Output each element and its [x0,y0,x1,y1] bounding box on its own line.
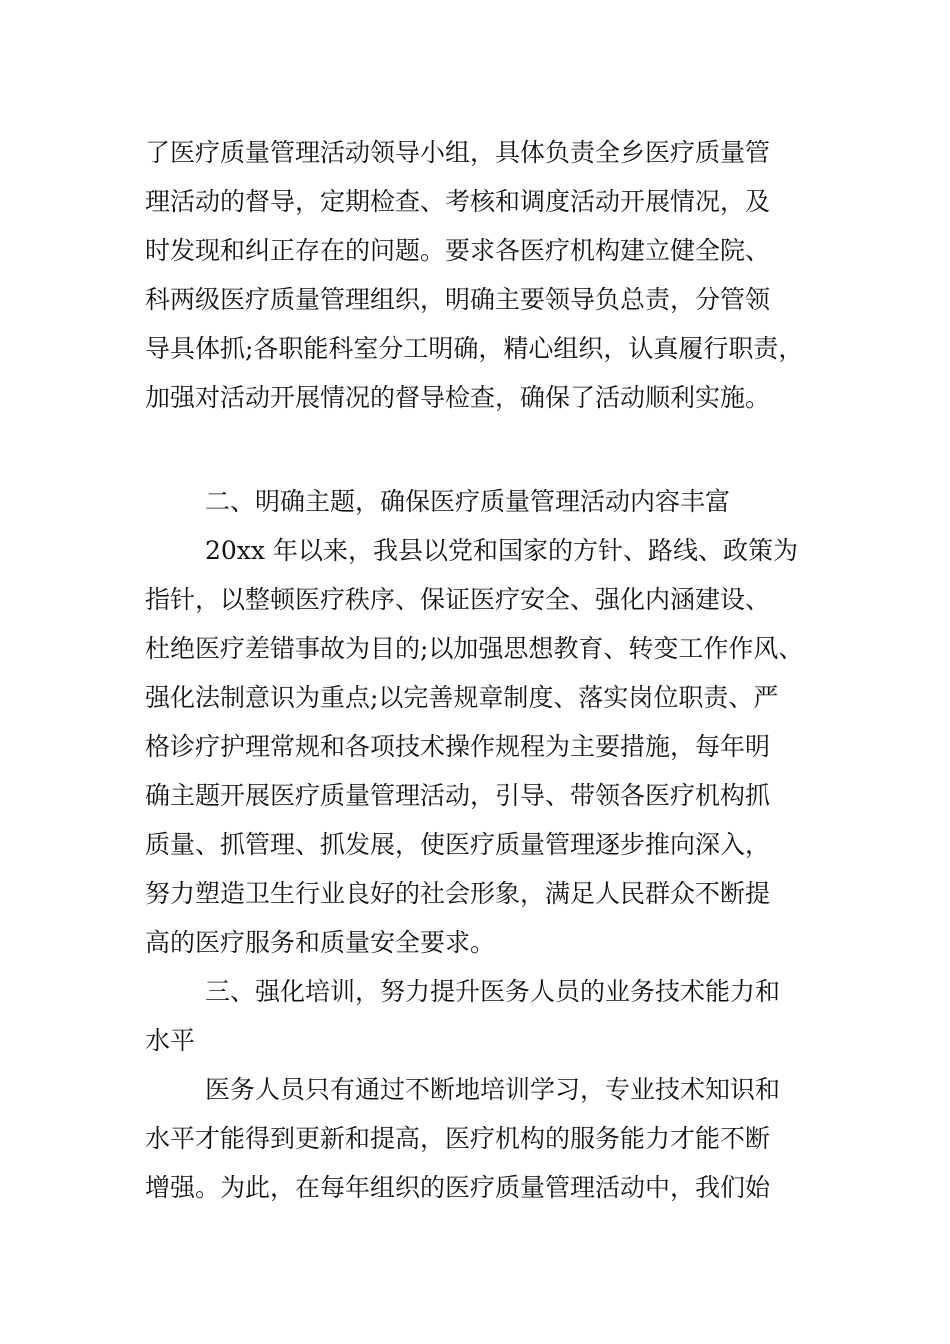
text-line: 时发现和纠正存在的问题。要求各医疗机构建立健全院、 [145,236,771,265]
text-line: 增强。为此，在每年组织的医疗质量管理活动中，我们始 [145,1173,771,1202]
paragraph-theme [145,526,825,967]
text-line: 医务人员只有通过不断地培训学习，专业技术知识和 [205,1075,781,1104]
paragraph-training [145,1065,825,1212]
text-line: 确主题开展医疗质量管理活动，引导、带领各医疗机构抓 [145,781,771,810]
text-line: 质量、抓管理、抓发展，使医疗质量管理逐步推向深入， [145,830,771,859]
text-line: 格诊疗护理常规和各项技术操作规程为主要措施，每年明 [145,732,771,761]
text-line: 水平 [145,1026,196,1055]
text-line: 杜绝医疗差错事故为目的;以加强思想教育、转变工作作风、 [145,634,804,663]
text-line: 水平才能得到更新和提高，医疗机构的服务能力才能不断 [145,1124,771,1153]
text-line: 努力塑造卫生行业良好的社会形象，满足人民群众不断提 [145,879,771,908]
text-line: 强化法制意识为重点;以完善规章制度、落实岗位职责、严 [145,683,779,712]
text-line: 科两级医疗质量管理组织，明确主要领导负总责，分管领 [145,285,771,314]
paragraph-leadership-group [145,128,825,422]
document-body [145,477,825,1212]
section-heading-3 [145,967,825,1065]
text-line: 加强对活动开展情况的督导检查，确保了活动顺利实施。 [145,383,771,412]
text-line: 高的医疗服务和质量安全要求。 [145,928,496,957]
text-line: 指针，以整顿医疗秩序、保证医疗安全、强化内涵建设、 [145,585,771,614]
text-line: 20xx 年以来，我县以党和国家的方针、路线、政策为 [205,536,798,565]
text-line: 三、强化培训，努力提升医务人员的业务技术能力和 [205,977,781,1006]
text-line: 理活动的督导，定期检查、考核和调度活动开展情况，及 [145,187,771,216]
text-line: 了医疗质量管理活动领导小组，具体负责全乡医疗质量管 [145,138,771,167]
section-heading-2: 二、明确主题，确保医疗质量管理活动内容丰富 [205,487,731,516]
text-line: 导具体抓;各职能科室分工明确，精心组织，认真履行职责， [145,334,804,363]
